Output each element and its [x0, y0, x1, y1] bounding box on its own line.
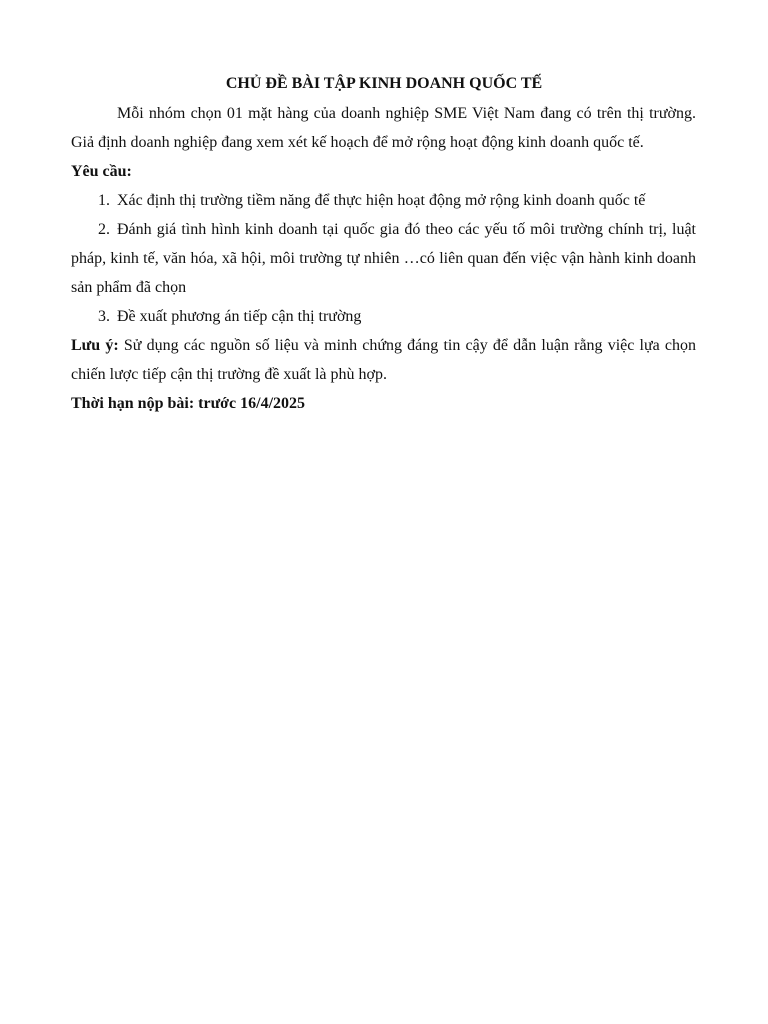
list-item-number: 3.	[98, 308, 110, 325]
document-title: CHỦ ĐỀ BÀI TẬP KINH DOANH QUỐC TẾ	[225, 75, 543, 92]
list-item-text: Xác định thị trường tiềm năng để thực hiện hoạt động mở rộng kinh doanh quốc tế	[117, 192, 646, 209]
list-item	[71, 215, 696, 302]
note-label: Lưu ý:	[71, 337, 119, 354]
requirements-heading: Yêu cầu:	[71, 163, 132, 180]
list-item-number: 1.	[98, 192, 110, 209]
list-item	[71, 186, 696, 215]
deadline-text: Thời hạn nộp bài: trước 16/4/2025	[71, 395, 306, 412]
note-paragraph	[71, 331, 696, 389]
intro-paragraph: Mỗi nhóm chọn 01 mặt hàng của doanh nghiệp SME Việt Nam đang có trên thị trường. Giả định doanh nghiệp đang xem xét kế hoạch để mở rộng hoạt động kinh doanh quốc tế.	[71, 105, 696, 151]
note-text: Sử dụng các nguồn số liệu và minh chứng đáng tin cậy để dẫn luận rằng việc lựa chọn chiến lược tiếp cận thị trường đề xuất là phù hợp.	[71, 337, 697, 383]
document-body	[71, 99, 696, 418]
list-item-number: 2.	[98, 221, 110, 238]
list-item	[71, 302, 696, 331]
list-item-text: Đánh giá tình hình kinh doanh tại quốc gia đó theo các yếu tố môi trường chính trị, luật pháp, kinh tế, văn hóa, xã hội, môi trường tự nhiên …có liên quan đến việc vận hành kinh doanh sản phẩm đã chọn	[71, 221, 696, 296]
requirements-list	[71, 186, 696, 331]
list-item-text: Đề xuất phương án tiếp cận thị trường	[117, 308, 362, 325]
